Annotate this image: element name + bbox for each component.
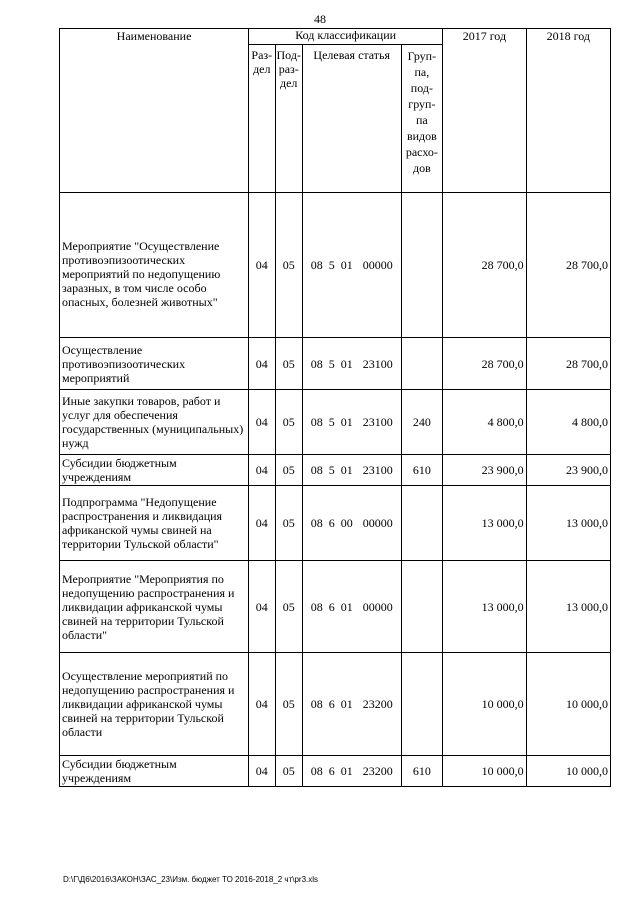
- row-value-2017: 10 000,0: [443, 756, 526, 787]
- article-part: 6: [328, 516, 335, 530]
- row-podrazdel: 05: [275, 756, 302, 787]
- article-part: 08: [310, 697, 323, 711]
- row-razdel: 04: [249, 653, 275, 756]
- row-value-2017: 13 000,0: [443, 486, 526, 561]
- row-razdel: 04: [249, 455, 275, 486]
- header-2017: 2017 год: [443, 29, 526, 193]
- table-row: [60, 653, 611, 756]
- row-razdel: 04: [249, 338, 275, 390]
- article-part: 00: [340, 516, 353, 530]
- table-row: [60, 193, 611, 338]
- row-expense-group: 610: [401, 756, 443, 787]
- row-razdel: 04: [249, 390, 275, 455]
- row-target-article: [302, 455, 401, 486]
- row-expense-group: [401, 561, 443, 653]
- header-podrazdel: Под- раз- дел: [275, 45, 302, 193]
- row-value-2018: 13 000,0: [526, 486, 610, 561]
- article-part: 08: [310, 764, 323, 778]
- row-podrazdel: 05: [275, 338, 302, 390]
- article-part: 01: [340, 697, 353, 711]
- row-value-2018: 23 900,0: [526, 455, 610, 486]
- row-expense-group: [401, 486, 443, 561]
- row-name: Мероприятие "Осуществление противоэпизоотических мероприятий по недопущению заразных, в том числе особо опасных, болезней животных": [60, 193, 249, 338]
- row-value-2017: 13 000,0: [443, 561, 526, 653]
- article-part: 01: [340, 764, 353, 778]
- row-target-article: [302, 486, 401, 561]
- article-part: 23100: [362, 415, 393, 429]
- row-target-article: [302, 561, 401, 653]
- row-value-2017: 28 700,0: [443, 193, 526, 338]
- table-row: [60, 338, 611, 390]
- row-expense-group: 610: [401, 455, 443, 486]
- row-name: Мероприятие "Мероприятия по недопущению распространения и ликвидации африканской чумы свиней на территории Тульской области": [60, 561, 249, 653]
- row-podrazdel: 05: [275, 193, 302, 338]
- row-target-article: [302, 653, 401, 756]
- article-part: 6: [328, 697, 335, 711]
- row-razdel: 04: [249, 486, 275, 561]
- row-podrazdel: 05: [275, 390, 302, 455]
- article-part: 01: [340, 463, 353, 477]
- row-value-2018: 10 000,0: [526, 756, 610, 787]
- page-number: 48: [314, 12, 326, 26]
- row-podrazdel: 05: [275, 561, 302, 653]
- article-part: 5: [328, 258, 335, 272]
- row-razdel: 04: [249, 756, 275, 787]
- header-article: Целевая статья: [302, 45, 401, 193]
- table-row: [60, 756, 611, 787]
- article-part: 01: [340, 258, 353, 272]
- row-name: Субсидии бюджетным учреждениям: [60, 756, 249, 787]
- article-part: 00000: [362, 258, 393, 272]
- row-expense-group: 240: [401, 390, 443, 455]
- header-name: Наименование: [60, 29, 249, 193]
- row-name: Субсидии бюджетным учреждениям: [60, 455, 249, 486]
- row-name: Иные закупки товаров, работ и услуг для обеспечения государственных (муниципальных) нужд: [60, 390, 249, 455]
- article-part: 01: [340, 415, 353, 429]
- article-part: 00000: [362, 516, 393, 530]
- row-target-article: [302, 756, 401, 787]
- row-value-2017: 28 700,0: [443, 338, 526, 390]
- article-part: 5: [328, 415, 335, 429]
- row-expense-group: [401, 338, 443, 390]
- article-part: 00000: [362, 599, 393, 614]
- file-path-footer: D:\Г\Д6\2016\ЗАКОН\ЗАС_23\Изм. бюджет ТО 2016-2018_2 чт\pr3.xls: [63, 875, 319, 884]
- row-target-article: [302, 338, 401, 390]
- header-group: Груп- па, под- груп- па видов расхо- дов: [401, 45, 443, 193]
- row-value-2018: 4 800,0: [526, 390, 610, 455]
- article-part: 23100: [362, 463, 393, 477]
- table-row: [60, 486, 611, 561]
- header-2018: 2018 год: [526, 29, 610, 193]
- row-expense-group: [401, 193, 443, 338]
- header-razdel: Раз- дел: [249, 45, 275, 193]
- row-value-2018: 10 000,0: [526, 653, 610, 756]
- row-value-2018: 28 700,0: [526, 193, 610, 338]
- row-target-article: [302, 390, 401, 455]
- row-value-2017: 23 900,0: [443, 455, 526, 486]
- row-podrazdel: 05: [275, 486, 302, 561]
- article-part: 08: [310, 463, 323, 477]
- row-value-2017: 4 800,0: [443, 390, 526, 455]
- row-value-2018: 13 000,0: [526, 561, 610, 653]
- article-part: 08: [310, 356, 323, 371]
- article-part: 5: [328, 463, 335, 477]
- row-name: Осуществление противоэпизоотических мероприятий: [60, 338, 249, 390]
- row-razdel: 04: [249, 193, 275, 338]
- row-podrazdel: 05: [275, 455, 302, 486]
- table-row: [60, 561, 611, 653]
- row-name: Подпрограмма "Недопущение распространения и ликвидация африканской чумы свиней на территории Тульской области": [60, 486, 249, 561]
- article-part: 01: [340, 356, 353, 371]
- row-podrazdel: 05: [275, 653, 302, 756]
- row-expense-group: [401, 653, 443, 756]
- header-code: Код классификации: [249, 29, 443, 45]
- article-part: 01: [340, 599, 353, 614]
- article-part: 6: [328, 764, 335, 778]
- article-part: 23200: [362, 764, 393, 778]
- budget-table: [59, 28, 611, 787]
- article-part: 23200: [362, 697, 393, 711]
- row-value-2017: 10 000,0: [443, 653, 526, 756]
- article-part: 08: [310, 258, 323, 272]
- row-value-2018: 28 700,0: [526, 338, 610, 390]
- article-part: 08: [310, 516, 323, 530]
- row-razdel: 04: [249, 561, 275, 653]
- table-row: [60, 455, 611, 486]
- row-name: Осуществление мероприятий по недопущению распространения и ликвидации африканской чумы свиней на территории Тульской области: [60, 653, 249, 756]
- row-target-article: [302, 193, 401, 338]
- table-body: [60, 193, 611, 787]
- article-part: 5: [328, 356, 335, 371]
- article-part: 08: [310, 599, 323, 614]
- article-part: 23100: [362, 356, 393, 371]
- article-part: 08: [310, 415, 323, 429]
- table-row: [60, 390, 611, 455]
- article-part: 6: [328, 599, 335, 614]
